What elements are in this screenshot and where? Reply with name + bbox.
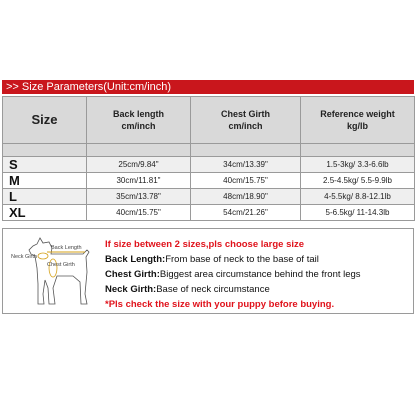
header-chest-girth-unit: cm/inch	[228, 121, 263, 131]
back-length-cell: 35cm/13.78"	[87, 189, 191, 205]
chest-girth-note	[105, 267, 409, 282]
back-length-note-label: Back Length:	[105, 254, 166, 265]
header-weight-title: Reference weight	[320, 109, 395, 119]
table-row	[3, 173, 415, 189]
measurement-notes	[2, 228, 414, 314]
banner-title: Size Parameters(Unit:cm/inch)	[21, 81, 172, 93]
diagram-neck-girth-label: Neck Girth	[11, 254, 37, 260]
table-spacer-row	[3, 144, 415, 157]
back-length-note	[105, 252, 409, 267]
back-length-cell: 30cm/11.81"	[87, 173, 191, 189]
neck-girth-note-label: Neck Girth:	[105, 284, 157, 295]
size-tip: If size between 2 sizes,pls choose large size	[105, 239, 305, 250]
header-back-length	[87, 97, 191, 144]
header-weight	[301, 97, 415, 144]
diagram-back-length-label: Back Length	[51, 245, 82, 251]
header-weight-unit: kg/lb	[346, 121, 368, 131]
notes-text	[105, 237, 409, 312]
neck-girth-note	[105, 282, 409, 297]
size-table	[2, 96, 415, 221]
chest-girth-note-label: Chest Girth:	[105, 269, 160, 280]
size-cell: XL	[3, 205, 87, 221]
weight-cell: 1.5-3kg/ 3.3-6.6lb	[301, 157, 415, 173]
size-cell: S	[3, 157, 87, 173]
chest-girth-cell: 34cm/13.39"	[191, 157, 301, 173]
back-length-note-text: From base of neck to the base of tail	[165, 254, 319, 265]
size-check-warning: *Pls check the size with your puppy before buying.	[105, 299, 335, 310]
table-header-row	[3, 97, 415, 144]
back-length-cell: 25cm/9.84"	[87, 157, 191, 173]
header-back-length-title: Back length	[112, 109, 164, 119]
size-cell: L	[3, 189, 87, 205]
weight-cell: 4-5.5kg/ 8.8-12.1lb	[301, 189, 415, 205]
table-row	[3, 157, 415, 173]
chest-girth-cell: 48cm/18.90"	[191, 189, 301, 205]
chest-girth-cell: 54cm/21.26"	[191, 205, 301, 221]
back-length-cell: 40cm/15.75"	[87, 205, 191, 221]
header-chest-girth	[191, 97, 301, 144]
neck-girth-note-text: Base of neck circumstance	[156, 284, 270, 295]
header-chest-girth-title: Chest Girth	[220, 109, 270, 119]
chest-girth-note-text: Biggest area circumstance behind the front legs	[159, 269, 361, 280]
chest-girth-cell: 40cm/15.75"	[191, 173, 301, 189]
weight-cell: 2.5-4.5kg/ 5.5-9.9lb	[301, 173, 415, 189]
header-size: Size	[3, 97, 87, 144]
table-row	[3, 205, 415, 221]
table-row	[3, 189, 415, 205]
size-parameters-banner	[2, 80, 414, 94]
header-back-length-unit: cm/inch	[121, 121, 156, 131]
banner-arrows: >>	[6, 81, 19, 93]
diagram-chest-girth-label: Chest Girth	[47, 262, 75, 268]
dog-measurement-diagram	[7, 232, 99, 312]
size-cell: M	[3, 173, 87, 189]
weight-cell: 5-6.5kg/ 11-14.3lb	[301, 205, 415, 221]
